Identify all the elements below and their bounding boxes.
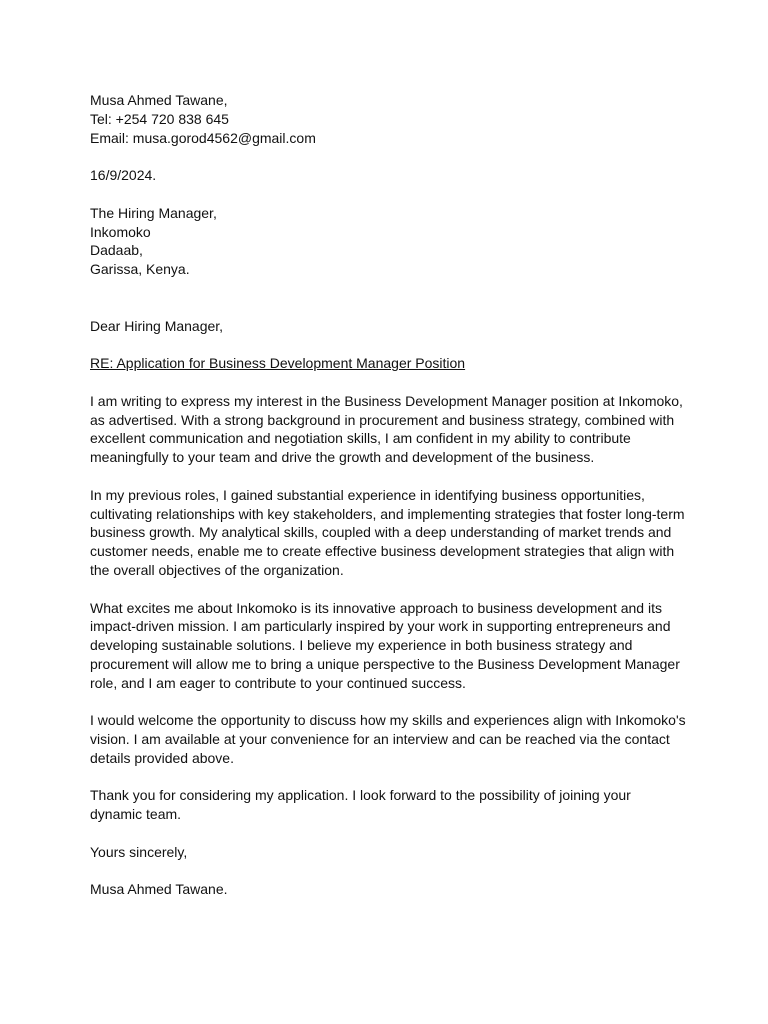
paragraph-line: impact-driven mission. I am particularly inspired by your work in supporting entrepreneurs and <box>90 618 671 635</box>
paragraph-line: cultivating relationships with key stakeholders, and implementing strategies that foster long-term <box>90 505 685 522</box>
recipient-block <box>90 204 690 279</box>
paragraph-line: as advertised. With a strong background in procurement and business strategy, combined with <box>90 411 675 428</box>
cover-letter <box>90 91 690 899</box>
recipient-city: Dadaab, <box>90 242 143 259</box>
sender-phone: Tel: +254 720 838 645 <box>90 110 229 127</box>
paragraph-line: excellent communication and negotiation skills, I am confident in my ability to contribute <box>90 430 631 447</box>
paragraph-line: meaningfully to your team and drive the growth and development of the business. <box>90 449 595 466</box>
body-paragraph-3 <box>90 599 690 693</box>
body-paragraph-1 <box>90 392 690 467</box>
paragraph-line: developing sustainable solutions. I believe my experience in both business strategy and <box>90 637 633 654</box>
paragraph-line: business growth. My analytical skills, coupled with a deep understanding of market trends and <box>90 524 672 541</box>
closing: Yours sincerely, <box>90 843 188 860</box>
letter-date: 16/9/2024. <box>90 167 157 184</box>
body-paragraph-4 <box>90 711 690 767</box>
sender-block <box>90 91 690 147</box>
signature: Musa Ahmed Tawane. <box>90 881 228 898</box>
paragraph-line: dynamic team. <box>90 806 182 823</box>
body-paragraph-5 <box>90 786 690 824</box>
paragraph-line: details provided above. <box>90 749 234 766</box>
body-paragraph-2 <box>90 486 690 580</box>
sender-name: Musa Ahmed Tawane, <box>90 92 228 108</box>
paragraph-line: vision. I am available at your convenience for an interview and can be reached via the contact <box>90 731 670 748</box>
paragraph-line: role, and I am eager to contribute to your continued success. <box>90 674 466 691</box>
paragraph-line: What excites me about Inkomoko is its innovative approach to business development and its <box>90 599 662 616</box>
paragraph-line: the overall objectives of the organization. <box>90 561 344 578</box>
paragraph-line: I am writing to express my interest in the Business Development Manager position at Inkomoko, <box>90 392 683 409</box>
subject-line: RE: Application for Business Development Manager Position <box>90 355 466 372</box>
recipient-title: The Hiring Manager, <box>90 204 217 221</box>
paragraph-line: I would welcome the opportunity to discuss how my skills and experiences align with Inkomoko's <box>90 712 686 729</box>
paragraph-line: procurement will allow me to bring a unique perspective to the Business Development Manager <box>90 655 680 672</box>
paragraph-line: Thank you for considering my application. I look forward to the possibility of joining your <box>90 787 631 804</box>
recipient-region: Garissa, Kenya. <box>90 261 190 278</box>
salutation: Dear Hiring Manager, <box>90 317 224 334</box>
paragraph-line: customer needs, enable me to create effective business development strategies that align with <box>90 543 675 560</box>
sender-email: Email: musa.gorod4562@gmail.com <box>90 129 316 146</box>
recipient-company: Inkomoko <box>90 223 151 240</box>
paragraph-line: In my previous roles, I gained substantial experience in identifying business opportunities, <box>90 486 645 503</box>
